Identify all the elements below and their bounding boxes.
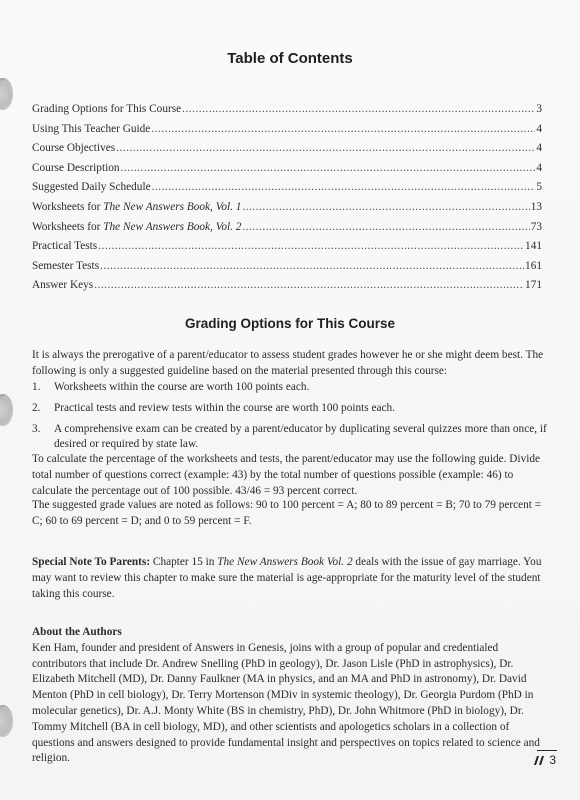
list-item [32,380,548,396]
toc-leader-dots [116,139,535,159]
special-note-book: The New Answers Book Vol. 2 [217,556,353,568]
toc-page-number: 171 [525,279,542,292]
binder-hole [0,394,13,426]
toc-entry-label [32,139,115,159]
about-authors [32,625,548,767]
page-number-text: 3 [549,753,556,767]
toc-entry-text: Suggested Daily Schedule [32,181,151,194]
toc-entry-text: Practical Tests [32,240,98,253]
toc-leader-dots [151,120,535,140]
footer-rule [537,750,557,751]
grading-rules-list [32,380,548,453]
toc-entry-text: Answer Keys [32,279,94,292]
toc-entry [32,159,542,179]
toc-entry [32,120,542,140]
toc-entry-label [32,257,99,277]
toc-page-number: 4 [536,161,542,174]
list-item [32,401,548,417]
toc-leader-dots [152,178,536,198]
toc-entry-text: Course Description [32,161,120,174]
list-text: Worksheets within the course are worth 100 points each. [54,381,310,393]
list-number: 2. [32,401,41,414]
toc-entry-label [32,120,150,140]
toc-entry [32,276,542,296]
toc-entry [32,139,542,159]
toc-title: Table of Contents [227,50,353,67]
toc-page-number: 3 [536,103,542,115]
toc-entry [32,237,542,257]
toc-entry [32,218,542,238]
grading-calc-paragraph: To calculate the percentage of the worksheets and tests, the parent/educator may use the following guide. Divide total number of questions correct (example: 43) by the total number of questions possible (example: 46) to calculate the percentage out of 100 possible. 43/46 = 93 percent correct. [32,453,541,497]
about-authors-text: Ken Ham, founder and president of Answers in Genesis, joins with a group of popular and credentialed contributors that include Dr. Andrew Snelling (PhD in geology), Dr. Jason Lisle (PhD in astrophysics), Dr. Elizabeth Mitchell (MD), Dr. Danny Faulkner (MA in physics, and an MA and PhD in astronomy), Dr. David Menton (PhD in cell biology), Dr. Terry Mortenson (MDiv in systemic theology), Dr. Georgia Purdom (PhD in molecular genetics), Dr. A.J. Monty White (BS in chemistry, PhD), Dr. John Whitmore (PhD in biology), Dr. Tommy Mitchell (BA in cell biology, MD), and other scientists and apologetics scholars in a collection of questions and answers designed to provide fundamental insight and perspectives on topics related to science and religion. [32,641,540,765]
toc-entry-book-title: The New Answers Book, Vol. 2 [103,220,242,233]
toc-entry-label [32,159,120,179]
toc-leader-dots [94,276,524,296]
toc-page-number: 161 [525,259,542,272]
toc-entry-text: Grading Options for This Course [32,103,182,115]
list-item [32,422,548,454]
list-text: Practical tests and review tests within the course are worth 100 points each. [54,401,396,414]
toc-list [32,100,542,296]
toc-entry [32,257,542,277]
binder-hole [0,705,13,737]
special-note [32,555,548,602]
toc-entry-label [32,237,97,257]
slash-marks-icon [531,754,547,766]
binder-hole [0,78,13,110]
page-number [531,753,556,767]
toc-page-number: 141 [525,240,542,253]
list-number: 1. [32,381,41,393]
grading-title: Grading Options for This Course [184,316,395,331]
toc-entry-text: Using This Teacher Guide [32,122,151,135]
toc-entry-text: Course Objectives [32,142,116,155]
toc-page-number: 4 [536,142,542,155]
toc-entry-label [32,100,181,120]
grading-scale-paragraph: The suggested grade values are noted as follows: 90 to 100 percent = A; 80 to 89 percent = B; 70 to 79 percent = C; 60 to 69 percent = D; and 0 to 59 percent = F. [32,499,542,527]
list-text: A comprehensive exam can be created by a parent/educator by duplicating several quizzes more than once, if desired or required by state law. [54,422,547,451]
toc-entry [32,198,542,218]
grading-intro: It is always the prerogative of a parent/educator to assess student grades however he or she might deem best. The following is only a suggested guideline based on the material presented through this course: [32,349,544,377]
about-authors-heading: About the Authors [32,626,122,638]
toc-entry-label [32,218,241,238]
special-note-label: Special Note To Parents: [32,556,151,568]
toc-entry [32,178,542,198]
toc-entry [32,100,542,120]
toc-leader-dots [121,159,536,179]
toc-page-number: 4 [536,122,542,135]
toc-entry-label [32,276,93,296]
special-note-text-end: deals with the issue of gay marriage. You may want to review this chapter to make sure the material is age-appropriate for the maturity level of the student taking this course. [32,556,542,600]
toc-page-number: 13 [530,200,542,213]
toc-page-number: 73 [530,220,542,233]
toc-leader-dots [182,100,535,120]
toc-entry-text: Worksheets for [32,200,104,213]
toc-entry-text: Worksheets for [32,220,104,233]
toc-entry-label [32,198,241,218]
toc-leader-dots [242,218,529,238]
toc-entry-text: Semester Tests [32,259,100,272]
toc-entry-label [32,178,151,198]
toc-leader-dots [242,198,529,218]
toc-page-number: 5 [536,181,542,194]
special-note-text: Chapter 15 in [150,556,218,568]
toc-leader-dots [100,257,524,277]
toc-entry-book-title: The New Answers Book, Vol. 1 [103,200,242,213]
toc-leader-dots [98,237,524,257]
list-number: 3. [32,422,41,435]
